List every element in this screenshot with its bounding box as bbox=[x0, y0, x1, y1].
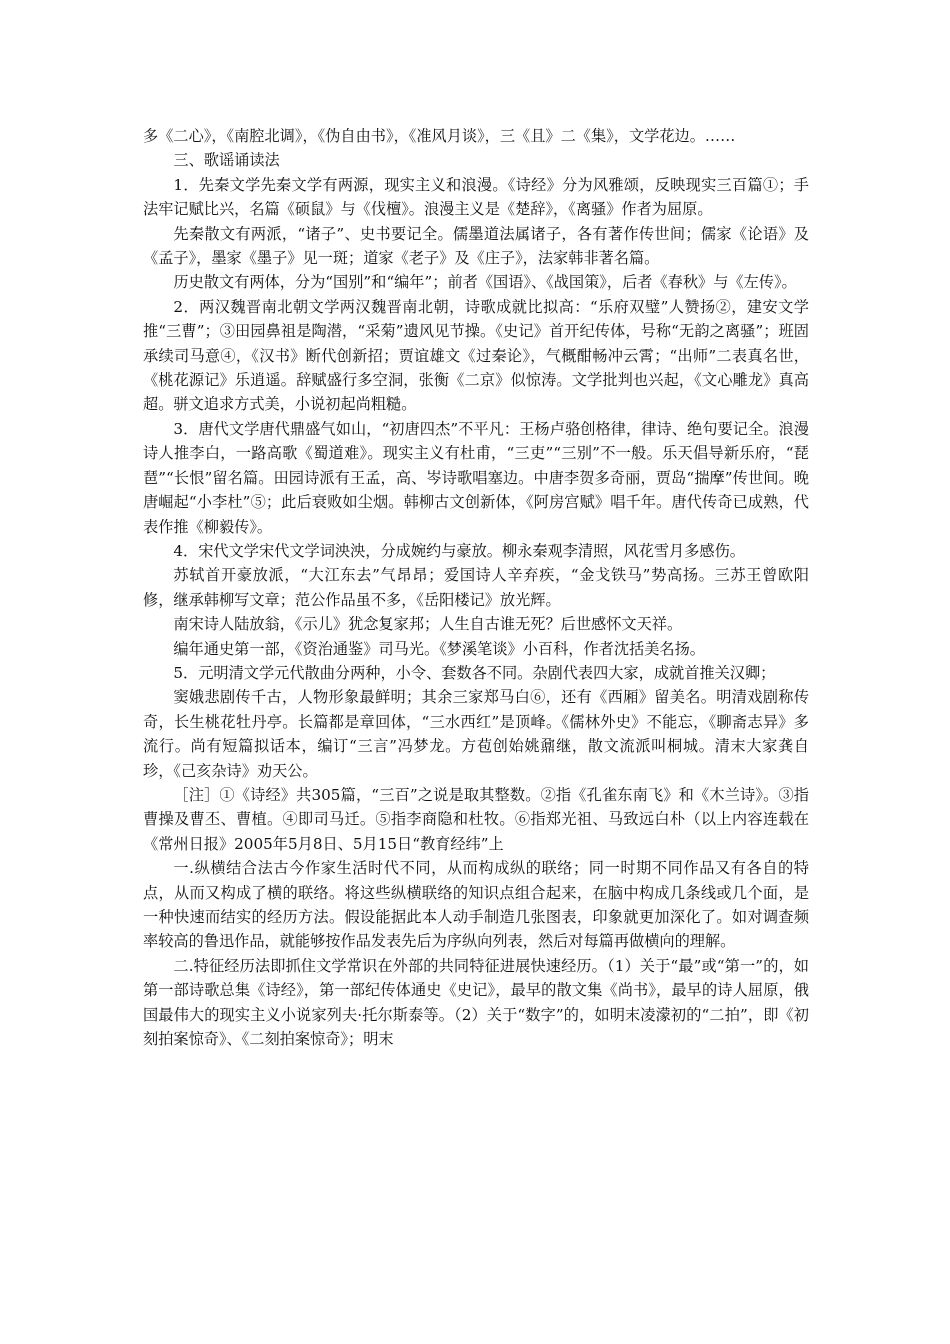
paragraph-yuan-ming-qing: 5．元明清文学元代散曲分两种，小令、套数各不同。杂剧代表四大家，成就首推关汉卿； bbox=[173, 663, 776, 682]
paragraph-han-wei-jin: 2．两汉魏晋南北朝文学两汉魏晋南北朝，诗歌成就比拟高：“乐府双璧”人赞扬②，建安文学推“三曹”；③田园鼻祖是陶潜，“采菊”遗风见节操。《史记》首开纪传体，号称“无韵之离骚”；班固承续司马意④，《汉书》断代创新招；贾谊雄文《过秦论》，气概酣畅冲云霄；“出师”二表真名世，《桃花源记》乐逍遥。辞赋盛行多空洞，张衡《二京》似惊涛。文学批判也兴起，《文心雕龙》真高超。骈文追求方式美，小说初起尚粗糙。 bbox=[143, 297, 809, 414]
paragraph-intro-continuation: 多《二心》，《南腔北调》，《伪自由书》，《准风月谈》，三《且》二《集》，文学花边。…… bbox=[143, 127, 736, 145]
paragraph-dou-e: 窦娥悲剧传千古，人物形象最鲜明；其余三家郑马白⑥，还有《西厢》留美名。明清戏剧称传奇，长生桃花牡丹亭。长篇都是章回体，“三水西红”是顶峰。《儒林外史》不能忘，《聊斋志异》多流行。尚有短篇拟话本，编订“三言”冯梦龙。方苞创始姚鼐继，散文流派叫桐城。清末大家龚自珍，《己亥杂诗》劝天公。 bbox=[143, 688, 809, 780]
paragraph-method-two: 二.特征经历法即抓住文学常识在外部的共同特征进展快速经历。（1）关于“最”或“第一”的，如第一部诗歌总集《诗经》，第一部纪传体通史《史记》，最早的散文集《尚书》，最早的诗人屈原，俄国最伟大的现实主义小说家列夫·托尔斯泰等。（2）关于“数字”的，如明末凌濛初的“二拍”，即《初刻拍案惊奇》、《二刻拍案惊奇》；明末 bbox=[143, 956, 809, 1049]
paragraph-su-shi: 苏轼首开豪放派，“大江东去”气昂昂；爱国诗人辛弃疾，“金戈铁马”势高扬。三苏王曾欧阳修，继承韩柳写文章；范公作品虽不多，《岳阳楼记》放光辉。 bbox=[143, 566, 809, 609]
paragraph-method-one: 一.纵横结合法古今作家生活时代不同，从而构成纵的联络；同一时期不同作品又有各自的特点，从而又构成了横的联络。将这些纵横联络的知识点组合起来，在脑中构成几条线或几个面，是一种快速而结实的经历方法。假设能据此本人动手制造几张图表，印象就更加深化了。如对调查频率较高的鲁迅作品，就能够按作品发表先后为序纵向列表，然后对每篇再做横向的理解。 bbox=[143, 859, 809, 951]
paragraph-tang-literature: 3．唐代文学唐代鼎盛气如山，“初唐四杰”不平凡：王杨卢骆创格律，律诗、绝句要记全。浪漫诗人推李白，一路高歌《蜀道难》。现实主义有杜甫，“三吏”“三别”不一般。乐天倡导新乐府，“琵琶”“长恨”留名篇。田园诗派有王孟，高、岑诗歌唱塞边。中唐李贺多奇丽，贾岛“揣摩”传世间。晚唐崛起“小李杜”⑤；此后衰败如尘烟。韩柳古文创新体，《阿房宫赋》唱千年。唐代传奇已成熟，代表作推《柳毅传》。 bbox=[143, 419, 809, 536]
paragraph-pre-qin-literature: 1．先秦文学先秦文学有两源，现实主义和浪漫。《诗经》分为风雅颂，反映现实三百篇①；手法牢记赋比兴，名篇《硕鼠》与《伐檀》。浪漫主义是《楚辞》，《离骚》作者为屈原。 bbox=[143, 175, 809, 219]
paragraph-notes: ［注］①《诗经》共305篇，“三百”之说是取其整数。②指《孔雀东南飞》和《木兰诗》。③指曹操及曹丕、曹植。④即司马迁。⑤指李商隐和杜牧。⑥指郑光祖、马致远白朴（以上内容连载在《常州日报》2005年5月8日、5月15日“教育经纬”上 bbox=[143, 785, 809, 853]
paragraph-historical-prose: 历史散文有两体，分为“国别”和“编年”；前者《国语》、《战国策》，后者《春秋》与《左传》。 bbox=[173, 273, 797, 292]
document-page bbox=[143, 124, 809, 1051]
paragraph-song-literature: 4．宋代文学宋代文学词泱泱，分成婉约与豪放。柳永秦观李清照，风花雪月多感伤。 bbox=[173, 541, 745, 560]
paragraph-pre-qin-prose: 先秦散文有两派，“诸子”、史书要记全。儒墨道法属诸子，各有著作传世间；儒家《论语》及《孟子》，墨家《墨子》见一斑；道家《老子》及《庄子》，法家韩非著名篇。 bbox=[143, 224, 809, 268]
section-heading-ballad-method: 三、歌谣诵读法 bbox=[173, 151, 280, 170]
paragraph-chronicle-history: 编年通史第一部，《资治通鉴》司马光。《梦溪笔谈》小百科，作者沈括美名扬。 bbox=[173, 639, 705, 658]
paragraph-southern-song: 南宋诗人陆放翁，《示儿》犹念复家邦；人生自古谁无死？后世感怀文天祥。 bbox=[173, 615, 683, 634]
